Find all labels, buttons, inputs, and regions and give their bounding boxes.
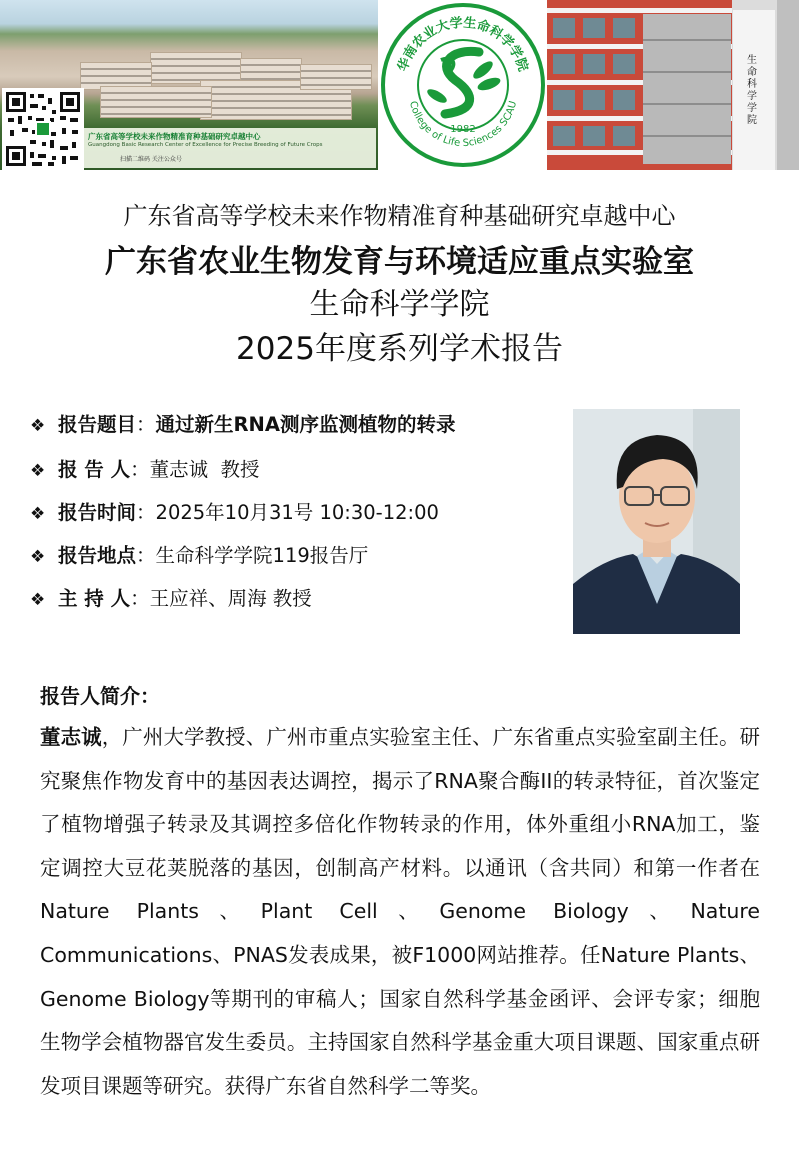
logo-year: 1982 (450, 124, 476, 135)
title-line-2: 广东省农业生物发育与环境适应重点实验室 (105, 244, 694, 280)
speaker-photo (573, 409, 740, 634)
bio-paragraph (40, 716, 760, 1108)
time-label: 报告时间 (58, 501, 137, 524)
colon: ： (136, 544, 156, 567)
diamond-bullet-icon: ❖ (30, 504, 46, 524)
topic-value: 通过新生RNA测序监测植物的转录 (155, 413, 456, 436)
host-value: 王应祥、周海 教授 (149, 587, 312, 610)
bio-text: ，广州大学教授、广州市重点实验室主任、广东省重点实验室副主任。研究聚焦作物发育中的基因表达调控，揭示了RNA聚合酶II的转录特征，首次鉴定了植物增强子转录及其调控多倍化作物转录的作用，体外重组小RNA加工，鉴定调控大豆花荚脱落的基因，创制高产材料。以通讯（含共同）和第一作者在Nature Plants、Plant Cell、Genome Biology、Nature Communications、PNAS发表成果，被F1000网站推荐。任Nature Plants、Genome Biology等期刊的审稿人；国家自然科学基金函评、会评专家；细胞生物学会植物器官发生委员。主持国家自然科学基金重大项目课题、国家重点研发项目课题等研究。获得广东省自然科学二等奖。 (40, 725, 761, 1098)
colon: ： (136, 501, 156, 524)
info-row-topic (30, 409, 455, 439)
speaker-label: 报 告 人 (58, 458, 131, 481)
colon: ： (130, 458, 150, 481)
center-name-cn: 广东省高等学校未来作物精准育种基础研究卓越中心 (88, 132, 261, 141)
logo-text-cn: 华南农业大学生命科学学院 (395, 15, 531, 74)
place-label: 报告地点 (58, 544, 137, 567)
diamond-bullet-icon: ❖ (30, 547, 46, 567)
diamond-bullet-icon: ❖ (30, 416, 46, 436)
host-label: 主 持 人 (58, 587, 131, 610)
qr-caption: 扫描二维码 关注公众号 (120, 156, 182, 163)
qr-code[interactable] (2, 88, 84, 170)
bio-heading: 报告人简介： (40, 684, 160, 708)
time-value: 2025年10月31号 10:30-12:00 (155, 501, 439, 524)
diamond-bullet-icon: ❖ (30, 590, 46, 610)
title-line-3: 生命科学学院 (309, 287, 490, 322)
info-row-place (30, 540, 368, 570)
logo-text-en: College of Life Sciences SCAU (406, 99, 520, 150)
colon: ： (130, 587, 150, 610)
college-logo (379, 0, 547, 170)
bio-speaker-name: 董志诚 (40, 725, 102, 749)
title-line-1: 广东省高等学校未来作物精准育种基础研究卓越中心 (123, 202, 676, 230)
center-name-en: Guangdong Basic Research Center of Excellence for Precise Breeding of Future Crops (88, 142, 323, 148)
info-row-host (30, 583, 312, 613)
info-row-speaker (30, 454, 260, 484)
speaker-value: 董志诚 教授 (149, 458, 260, 481)
college-building-photo (547, 0, 799, 170)
colon: ： (136, 413, 156, 436)
place-value: 生命科学学院119报告厅 (155, 544, 369, 567)
building-sign: 生命科学学院 (747, 55, 757, 126)
title-line-4: 2025年度系列学术报告 (236, 331, 563, 367)
topic-label: 报告题目 (58, 413, 137, 436)
info-row-time (30, 497, 439, 527)
diamond-bullet-icon: ❖ (30, 461, 46, 481)
